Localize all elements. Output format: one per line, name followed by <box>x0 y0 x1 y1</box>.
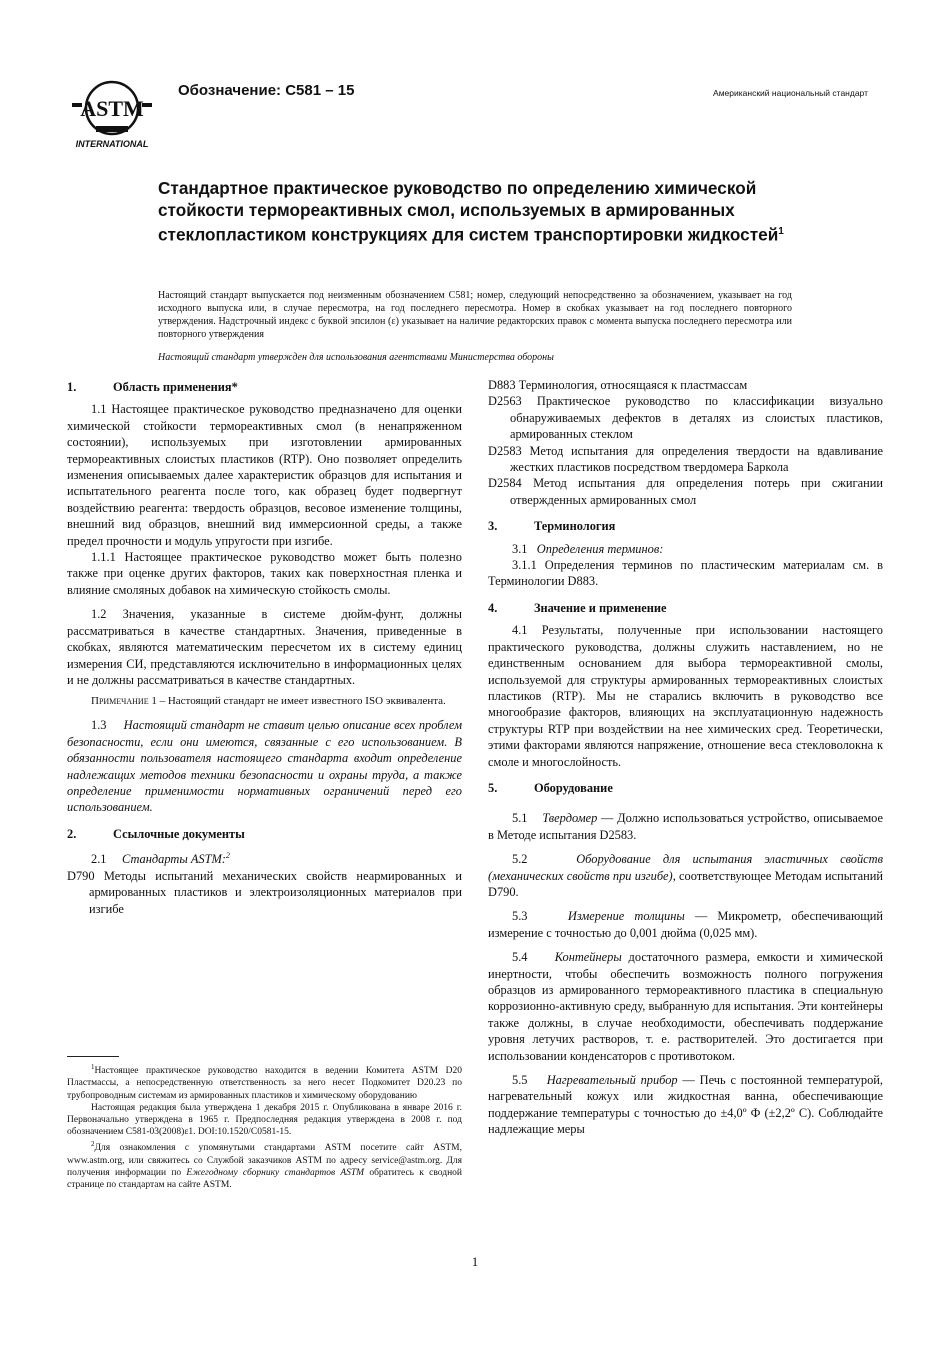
section-5-title: Оборудование <box>534 780 613 795</box>
section-2-heading <box>67 826 462 842</box>
note-1-text: 1 – Настоящий стандарт не имеет известного ISO эквивалента. <box>148 695 446 708</box>
para-5-4-number: 5.4 <box>512 950 528 965</box>
para-5-5-number: 5.5 <box>512 1073 528 1088</box>
para-5-2 <box>488 851 883 900</box>
section-3-number: 3. <box>488 519 498 534</box>
national-standard-label: Американский национальный стандарт <box>713 88 868 98</box>
footnote-1 <box>67 1061 462 1102</box>
ref-d2563: D2563 Практическое руководство по классификации визуально обнаруживаемых дефектов в деталях из слоистых пластиков, армированных стеклом <box>488 394 883 442</box>
footnote-2-mark: 2 <box>91 1140 95 1149</box>
note-1-label: Примечание <box>91 695 149 708</box>
para-4-1: 4.1 Результаты, полученные при использовании настоящего практического руководства, должны служить наставлением, но не единственным основанием для выбора термореактивной смолы, используемой для структуры армированных термореактивных слоистых пластиков (RTP). Мы не старались включить в руководство все многообразие факторов, влияющих на эксплуатационную надежность структуры RTP при воздействии на нее химических сред. Теоретически, этими факторами являются напряжение, отношение веса стекловолокна к смоле и многослойность. <box>488 623 883 769</box>
section-4-number: 4. <box>488 600 498 615</box>
para-1-3-number: 1.3 <box>91 718 107 733</box>
para-1-3-text: Настоящий стандарт не ставит целью описание всех проблем безопасности, если они имеются, связанные с его использованием. В обязанности пользователя настоящего стандарта входит определение надлежащих методов техники безопасности и охраны труда, а также определение применимости нормативных ограничений перед его использованием. <box>67 718 462 815</box>
para-5-3 <box>488 908 883 941</box>
footnote-1-mark: 1 <box>91 1063 95 1071</box>
para-5-5-text: — Печь с постоянной температурой, нагревательный кожух или жидкостная ванна, обеспечивающие поддержание температуры с точностью до ±4,0º Ф (±2,2º С). Соблюдайте надлежащие меры <box>488 1073 883 1137</box>
para-5-3-text: — Микрометр, обеспечивающий измерение с точностью до 0,001 дюйма (0,025 мм). <box>488 909 884 940</box>
right-column <box>488 377 883 1138</box>
para-2-1-text: Стандарты ASTM: <box>122 852 226 867</box>
footnote-2 <box>67 1138 462 1191</box>
page-number: 1 <box>471 1254 479 1269</box>
para-5-1-term: Твердомер <box>542 811 598 826</box>
footnote-1-b: Настоящая редакция была утверждена 1 декабря 2015 г. Опубликована в январе 2016 г. Первоначально утверждена в 1965 г. Предпоследняя редакция утверждена в 2008 г. под обозначением C581-03(2008)ε1. DOI:10.1520/C0581-15. <box>67 1102 462 1138</box>
para-5-4 <box>488 949 883 1064</box>
para-5-4-text: достаточного размера, емкости и химической инертности, чтобы обеспечить возможность полного погружения образцов из армированного термореактивного пластика в специальную коррозионно-активную среду, выбранную для испытания. Эти контейнеры также должны, в случае необходимости, обеспечивать поддержание уровня летучих растворов, т. е. растворителей. Это достигается при использовании конденсаторов с противотоком. <box>488 950 883 1063</box>
para-5-1-number: 5.1 <box>512 811 528 826</box>
ref-d2584: D2584 Метод испытания для определения потерь при сжигании отвержденных армированных смол <box>488 476 883 507</box>
designation: Обозначение: C581 – 15 <box>178 82 355 99</box>
para-5-3-number: 5.3 <box>512 909 528 924</box>
title-footnote-mark: 1 <box>778 226 784 237</box>
ref-d883: D883 Терминология, относящаяся к пластмассам <box>488 378 748 392</box>
para-3-1-1: 3.1.1 Определения терминов по пластическим материалам см. в Терминологии D883. <box>488 558 883 589</box>
footnote-rule <box>67 1056 119 1057</box>
section-5-heading <box>488 780 883 796</box>
para-5-3-term: Измерение толщины <box>567 909 685 924</box>
section-5-number: 5. <box>488 780 498 795</box>
para-1-1-1: 1.1.1 Настоящее практическое руководство может быть полезно также при оценке других факторов, таких как поверхностная пленка и влияние смоляных добавок на химическую стойкость смолы. <box>67 550 462 597</box>
section-1-title: Область применения* <box>113 380 238 394</box>
title-text: Стандартное практическое руководство по определению химической стойкости термореактивных смол, используемых в армированных стеклопластиком конструкциях для систем транспортировки жидкостей <box>158 178 779 245</box>
ref-d790: D790 Методы испытаний механических свойств неармированных и армированных пластиков и электроизоляционных материалов при изгибе <box>67 868 462 916</box>
para-5-5-term: Нагревательный прибор <box>546 1073 678 1088</box>
para-5-1-text: — Должно использоваться устройство, описываемое в Методе испытания D2583. <box>488 811 884 842</box>
preamble: Настоящий стандарт выпускается под неизменным обозначением C581; номер, следующий непосредственно за обозначением, указывает на год исходного выпуска или, в случае пересмотра, на год последнего пересмотра. Номер в скобках указывает на год последнего повторного утверждения. Надстрочный индекс с буквой эпсилон (ε) указывает на наличие редакторских правок с момента выпуска последнего пересмотра или повторного утверждения <box>158 290 792 340</box>
footnote-2-italic: Ежегодному сборнику стандартов ASTM <box>186 1167 365 1178</box>
para-5-5 <box>488 1072 883 1138</box>
logo-international: INTERNATIONAL <box>75 139 149 149</box>
para-5-2-number: 5.2 <box>512 852 528 867</box>
para-1-2: 1.2 Значения, указанные в системе дюйм-фунт, должны рассматриваться в качестве стандартных. Значения, приведенные в скобках, являются математическим пересчетом их в систему единиц измерения СИ, представляются исключительно в информационных целях и не должны рассматриваться в качестве стандартных. <box>67 607 462 687</box>
document-title <box>158 177 798 246</box>
footnote-2-text-b: обратитесь к сводной странице по стандартам на сайте ASTM. <box>67 1167 462 1191</box>
ref-d2583: D2583 Метод испытания для определения твердости на вдавливание жестких пластиков посредством твердомера Баркола <box>488 443 883 475</box>
section-3-heading <box>488 518 883 534</box>
section-2-number: 2. <box>67 826 77 841</box>
approval-note: Настоящий стандарт утвержден для использования агентствами Министерства обороны <box>158 352 554 363</box>
section-2-title: Ссылочные документы <box>113 826 245 841</box>
para-2-1-number: 2.1 <box>91 852 107 867</box>
astm-logo-mark <box>66 78 158 150</box>
section-4-title: Значение и применение <box>534 600 667 615</box>
para-3-1 <box>488 541 883 557</box>
section-3-title: Терминология <box>534 519 616 534</box>
para-2-1-sup: 2 <box>225 851 230 861</box>
footnote-1-text: Настоящее практическое руководство находится в ведении Комитета ASTM D20 Пластмассы, а непосредственную ответственность за него несет Подкомитет D20.23 по трубопроводным системам из армированных пластиков и химическому оборудованию <box>67 1066 462 1101</box>
left-column <box>67 377 462 917</box>
footnotes <box>67 1056 462 1191</box>
para-3-1-number: 3.1 <box>512 541 528 556</box>
para-2-1 <box>67 848 462 868</box>
astm-logo <box>66 78 158 150</box>
section-1-number: 1. <box>67 380 77 394</box>
para-5-1 <box>488 810 883 843</box>
section-1-heading <box>67 379 462 395</box>
para-3-1-text: Определения терминов: <box>536 541 664 556</box>
para-5-2-term: Оборудование для испытания эластичных свойств (механических свойств при изгибе) <box>488 852 883 883</box>
section-4-heading <box>488 600 883 616</box>
note-1 <box>67 694 462 709</box>
para-5-2-text: , соответствующее Методам испытаний D790. <box>488 868 883 899</box>
logo-letters: ASTM <box>80 96 144 121</box>
footnote-2-text-a: Для ознакомления с упомянутыми стандартами ASTM посетите сайт ASTM, www.astm.org, или свяжитесь со Службой заказчиков ASTM по адресу service@astm.org. Для получения информации по <box>67 1143 462 1178</box>
para-1-3 <box>67 717 462 815</box>
para-1-1: 1.1 Настоящее практическое руководство предназначено для оценки химической стойкости термореактивных смол (в ненапряженном состоянии), используемых при изготовлении армированных термореактивных слоистых пластиков (RTP). Оно позволяет определить изменения описываемых далее характеристик образцов для испытания и испытательного реагента после того, как образец будет подвергнут воздействию реагента: твердость образцов, весовое изменение толщины, внешний вид образцов, внешний вид иммерсионной среды, а также предел прочности и модуль упругости при изгибе. <box>67 402 462 548</box>
para-5-4-term: Контейнеры <box>554 950 622 965</box>
